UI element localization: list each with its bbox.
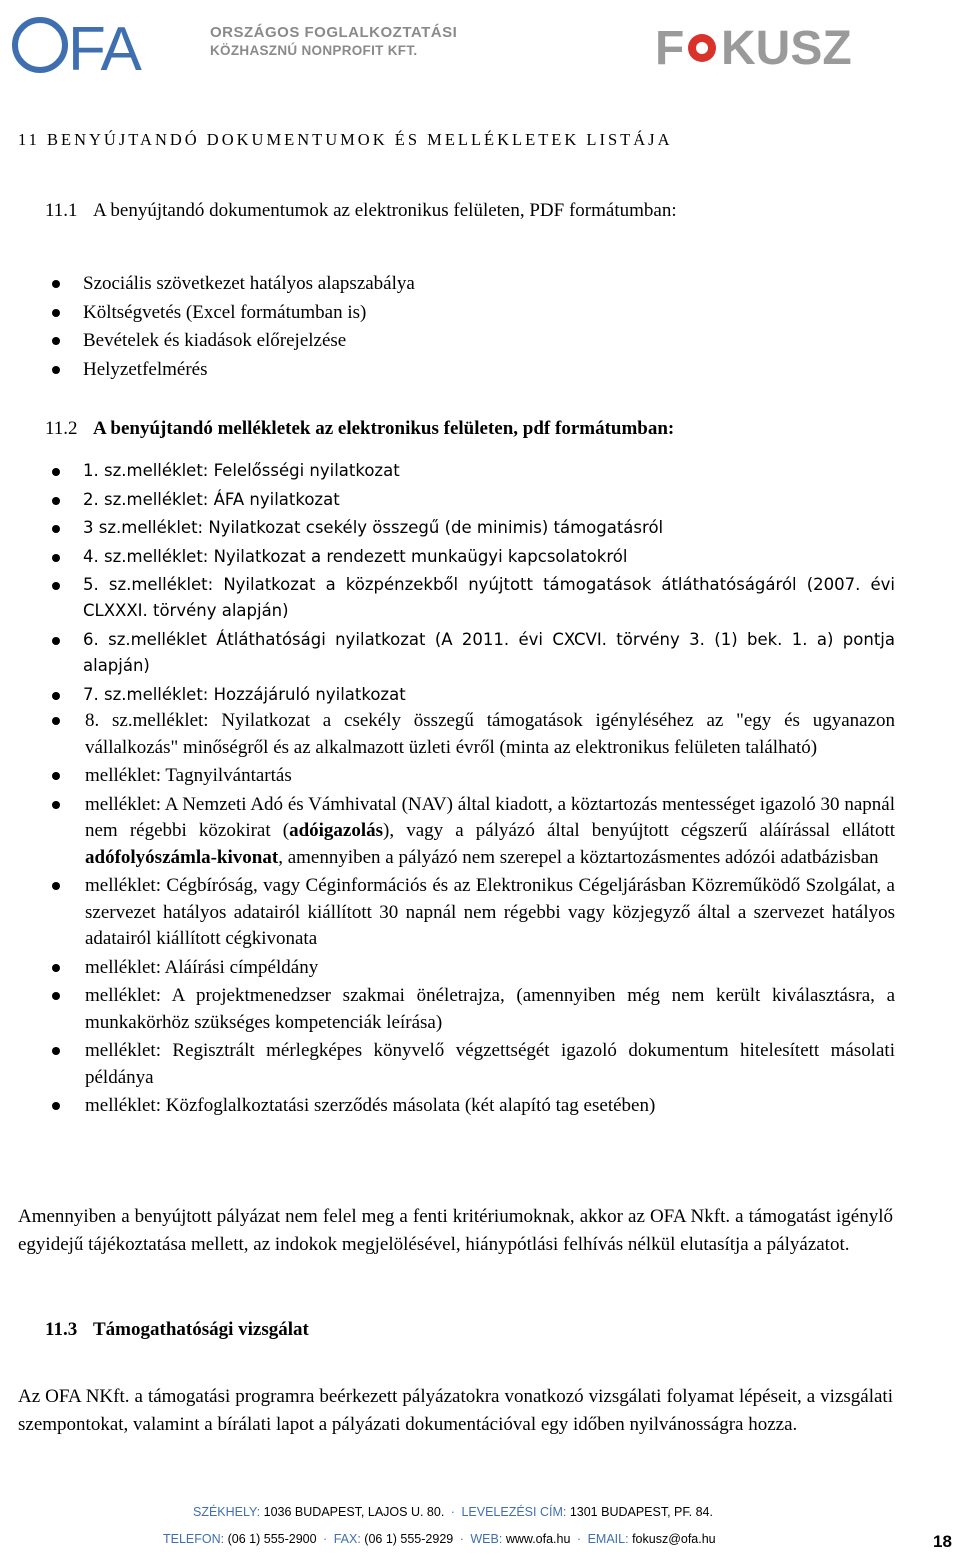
footer-separator: ·	[323, 1532, 328, 1546]
list-item: Helyzetfelmérés	[45, 356, 415, 385]
attachments-list-continued	[45, 708, 895, 1122]
list-item: 2. sz.melléklet: ÁFA nyilatkozat	[45, 486, 895, 515]
heading-text: A benyújtandó dokumentumok az elektronikus felületen, PDF formátumban:	[93, 200, 677, 221]
documents-list	[45, 270, 415, 384]
ofa-name-line2: KÖZHASZNÚ NONPROFIT KFT.	[210, 43, 418, 58]
heading-number: 11.1	[45, 200, 78, 221]
footer-separator: ·	[450, 1505, 455, 1519]
list-item: 7. sz.melléklet: Hozzájáruló nyilatkozat	[45, 681, 895, 710]
item-bold-text: adófolyószámla-kivonat	[85, 846, 279, 868]
ofa-logo	[10, 14, 205, 76]
fokusz-logo	[655, 18, 865, 76]
list-item: melléklet: Aláírási címpéldány	[45, 955, 895, 982]
footer-email-label: EMAIL:	[587, 1532, 629, 1546]
footer-mail-value: 1301 BUDAPEST, PF. 84.	[569, 1505, 713, 1519]
footer-phone-label: TELEFON:	[163, 1532, 225, 1546]
svg-text:F: F	[655, 22, 685, 75]
svg-text:FA: FA	[68, 15, 140, 76]
footer-contact-row	[163, 1532, 716, 1546]
item-text: melléklet: A Nemzeti Adó és Vámhivatal (NAV) által kiadott, a köztartozás mentességet igazoló 30 napnál nem régebbi közokirat (	[85, 793, 895, 841]
list-item: Költségvetés (Excel formátumban is)	[45, 299, 415, 328]
list-item: melléklet: Közfoglalkoztatási szerződés másolata (két alapító tag esetében)	[45, 1093, 895, 1120]
list-item: melléklet: Regisztrált mérlegképes könyvelő végzettségét igazoló dokumentum hitelesített másolati példánya	[45, 1038, 895, 1091]
footer-separator: ·	[459, 1532, 464, 1546]
heading-number: 11.2	[45, 418, 78, 439]
footer-phone-value: (06 1) 555-2900	[227, 1532, 317, 1546]
footer-web-label: WEB:	[470, 1532, 503, 1546]
section-title-11: 11 BENYÚJTANDÓ DOKUMENTUMOK ÉS MELLÉKLETEK LISTÁJA	[18, 130, 673, 149]
list-item: 4. sz.melléklet: Nyilatkozat a rendezett munkaügyi kapcsolatokról	[45, 543, 895, 572]
footer-fax-label: FAX:	[333, 1532, 361, 1546]
page-number: 18	[933, 1532, 952, 1551]
heading-11-1	[45, 200, 677, 222]
footer-web-link[interactable]: www.ofa.hu	[505, 1532, 571, 1546]
item-bold-text: adóigazolás	[289, 820, 384, 841]
heading-number: 11.3	[45, 1319, 78, 1340]
list-item: melléklet: Tagnyilvántartás	[45, 763, 895, 790]
item-text: , amennyiben a pályázó nem szerepel a köztartozásmentes adózói adatbázisban	[278, 846, 879, 868]
footer-email-link[interactable]: fokusz@ofa.hu	[632, 1532, 716, 1546]
footer-seat-label: SZÉKHELY:	[193, 1505, 261, 1519]
footer-separator: ·	[576, 1532, 582, 1546]
footer-fax-value: (06 1) 555-2929	[364, 1532, 454, 1546]
heading-text: Támogathatósági vizsgálat	[93, 1319, 309, 1340]
list-item: Szociális szövetkezet hatályos alapszabálya	[45, 270, 415, 299]
list-item: 1. sz.melléklet: Felelősségi nyilatkozat	[45, 457, 895, 486]
footer-seat-value: 1036 BUDAPEST, LAJOS U. 80.	[263, 1505, 445, 1519]
page-header	[0, 0, 960, 95]
list-item	[45, 792, 895, 872]
footer-mail-label: LEVELEZÉSI CÍM:	[461, 1505, 567, 1519]
list-item: Bevételek és kiadások előrejelzése	[45, 327, 415, 356]
list-item: melléklet: Cégbíróság, vagy Céginformációs és az Elektronikus Cégeljárásban Közreműködő Szolgálat, a szervezet hatályos adatairól kiállított 30 napnál nem régebbi vagy közjegyző által a szervezet hatályos adatairól kiállított cégkivonata	[45, 873, 895, 953]
attachments-list	[45, 457, 895, 710]
rejection-note: Amennyiben a benyújtott pályázat nem felel meg a fenti kritériumoknak, akkor az OFA Nkft. a támogatást igénylő egyidejű tájékoztatása mellett, az indokok megjelölésével, hiánypótlási felhívás nélkül elutasítja a pályázatot.	[18, 1206, 893, 1255]
heading-11-2	[45, 418, 674, 440]
ofa-organization-name	[210, 24, 457, 58]
list-item: 6. sz.melléklet Átláthatósági nyilatkozat (A 2011. évi CXCVI. törvény 3. (1) bek. 1. a) pontja alapján)	[45, 626, 895, 681]
heading-text: A benyújtandó mellékletek az elektronikus felületen, pdf formátumban:	[93, 418, 675, 439]
item-text: ), vagy a pályázó által benyújtott cégszerű aláírással ellátott	[383, 820, 896, 841]
list-item: 8. sz.melléklet: Nyilatkozat a csekély összegű támogatások igényléséhez az "egy és ugyanazon vállalkozás" minőségről és az alkalmazott üzleti évről (minta az elektronikus felületen található)	[45, 708, 895, 761]
list-item: 3 sz.melléklet: Nyilatkozat csekély összegű (de minimis) támogatásról	[45, 514, 895, 543]
footer-address-row	[193, 1505, 713, 1519]
list-item: melléklet: A projektmenedzser szakmai önéletrajza, (amennyiben még nem került kiválasztásra, a munkakörhöz szükséges kompetenciák leírása)	[45, 983, 895, 1036]
eligibility-paragraph: Az OFA NKft. a támogatási programra beérkezett pályázatokra vonatkozó vizsgálati folyamat lépéseit, a vizsgálati szempontokat, valamint a bírálati lapot a pályázati dokumentációval egy időben nyilvánosságra hozza.	[18, 1386, 893, 1435]
ofa-name-line1: ORSZÁGOS FOGLALKOZTATÁSI	[210, 24, 458, 41]
svg-text:KUSZ: KUSZ	[721, 22, 852, 75]
heading-11-3	[45, 1319, 309, 1341]
list-item: 5. sz.melléklet: Nyilatkozat a közpénzekből nyújtott támogatások átláthatóságáról (2007. évi CLXXXI. törvény alapján)	[45, 571, 895, 626]
